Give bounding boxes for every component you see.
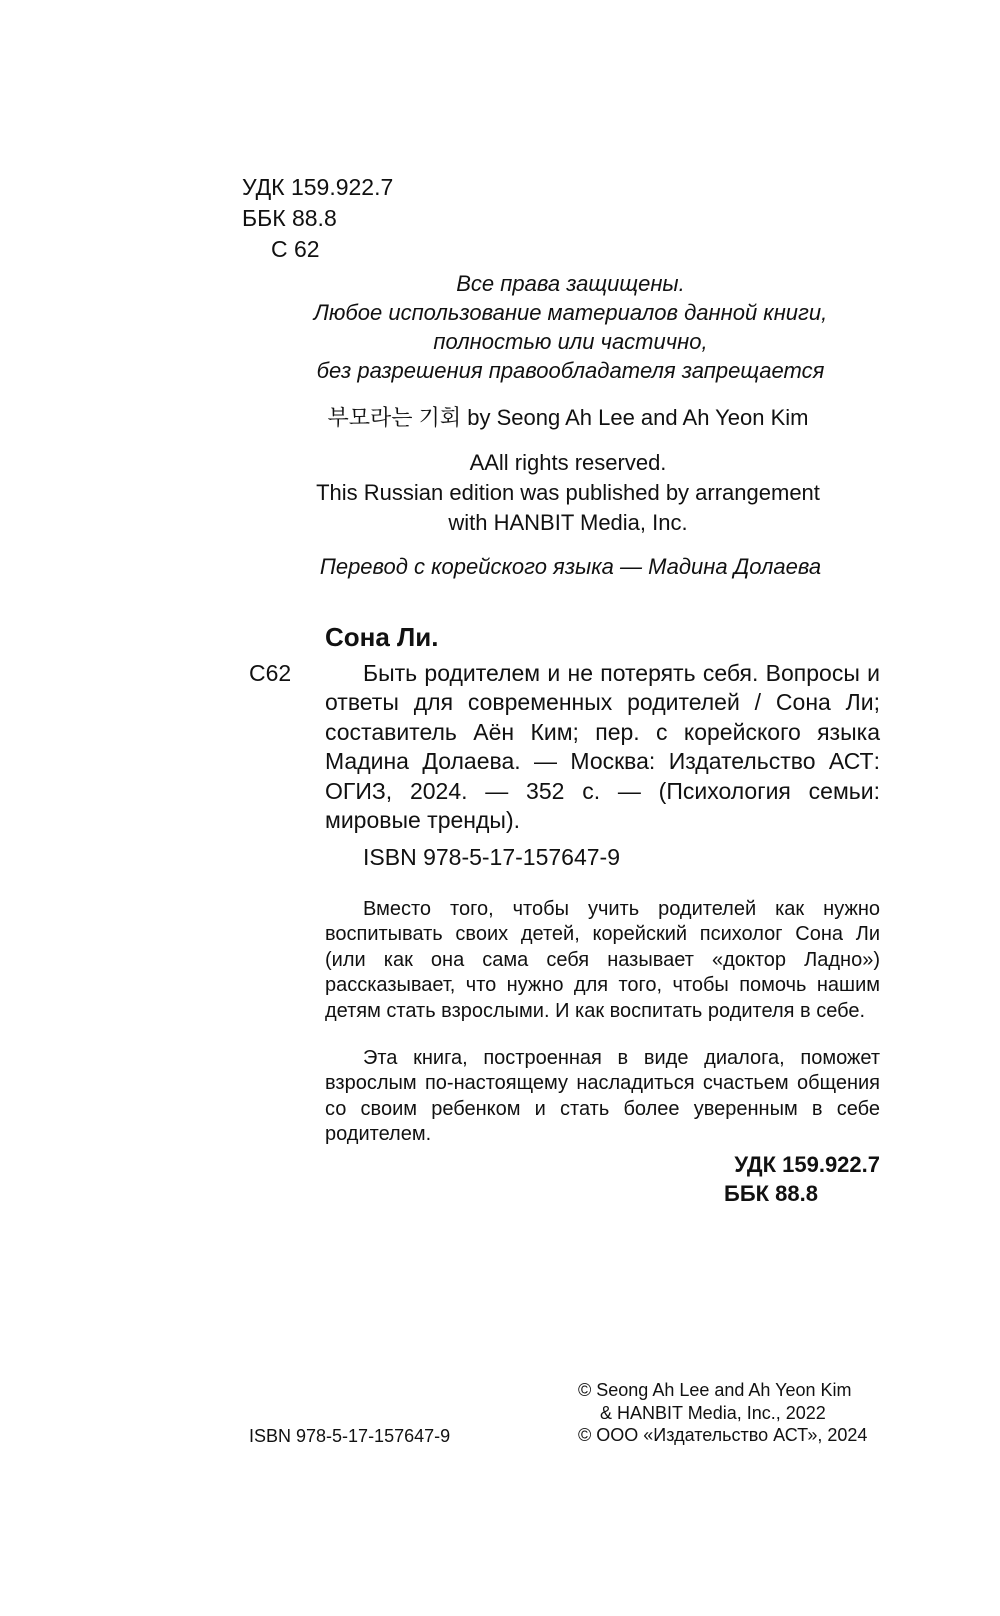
copyright-block [578,1379,867,1447]
original-title-credit: 부모라는 기회 by Seong Ah Lee and Ah Yeon Kim [327,405,809,430]
rights-line: Все права защищены. [456,271,685,296]
rights-line: без разрешения правообладателя запрещается [316,358,825,383]
english-line: with HANBIT Media, Inc. [448,510,688,535]
classification-codes [600,1150,880,1208]
udk-code: УДК 159.922.7 [242,174,394,200]
rights-notice [278,269,863,385]
copyright-line: © ООО «Издательство АСТ», 2024 [578,1425,868,1445]
udk-code-bold: УДК 159.922.7 [734,1152,880,1177]
english-line: This Russian edition was published by arrangement [316,480,820,505]
annotation-paragraph: Вместо того, чтобы учить родителей как нужно воспитывать своих детей, корейский психолог Сона Ли (или как она сама себя называет «доктор Ладно») рассказывает, что нужно для того, чтобы помочь нашим детям стать взрослыми. И как воспитать родителя в себе. [325,898,880,1022]
english-rights-notice [278,448,858,538]
author-mark: С 62 [271,236,320,262]
english-line: AAll rights reserved. [469,450,667,475]
bibliographic-code: С62 [249,660,292,686]
translator-credit: Перевод с корейского языка — Мадина Долаева [319,554,822,579]
rights-line: полностью или частично, [433,329,708,354]
bbk-code: ББК 88.8 [242,205,337,231]
annotation-paragraph: Эта книга, построенная в виде диалога, поможет взрослым по-настоящему насладиться счастьем общения со своим ребенком и стать более уверенным в себе родителем. [325,1047,880,1146]
bibliographic-author: Сона Ли. [325,622,439,652]
bibliographic-entry: Быть родителем и не потерять себя. Вопросы и ответы для современных родителей / Сона Ли; составитель Аён Ким; пер. с корейского языка Мадина Долаева. — Москва: Издательство АСТ: ОГИЗ, 2024. — 352 с. — (Психология семьи: мировые тренды). [325,660,880,834]
isbn-main: ISBN 978-5-17-157647-9 [363,844,620,870]
copyright-line: © Seong Ah Lee and Ah Yeon Kim [578,1380,852,1400]
copyright-line: & HANBIT Media, Inc., 2022 [600,1402,826,1423]
isbn-footer: ISBN 978-5-17-157647-9 [249,1426,451,1446]
rights-line: Любое использование материалов данной книги, [313,300,828,325]
bbk-code-bold: ББК 88.8 [724,1181,818,1206]
